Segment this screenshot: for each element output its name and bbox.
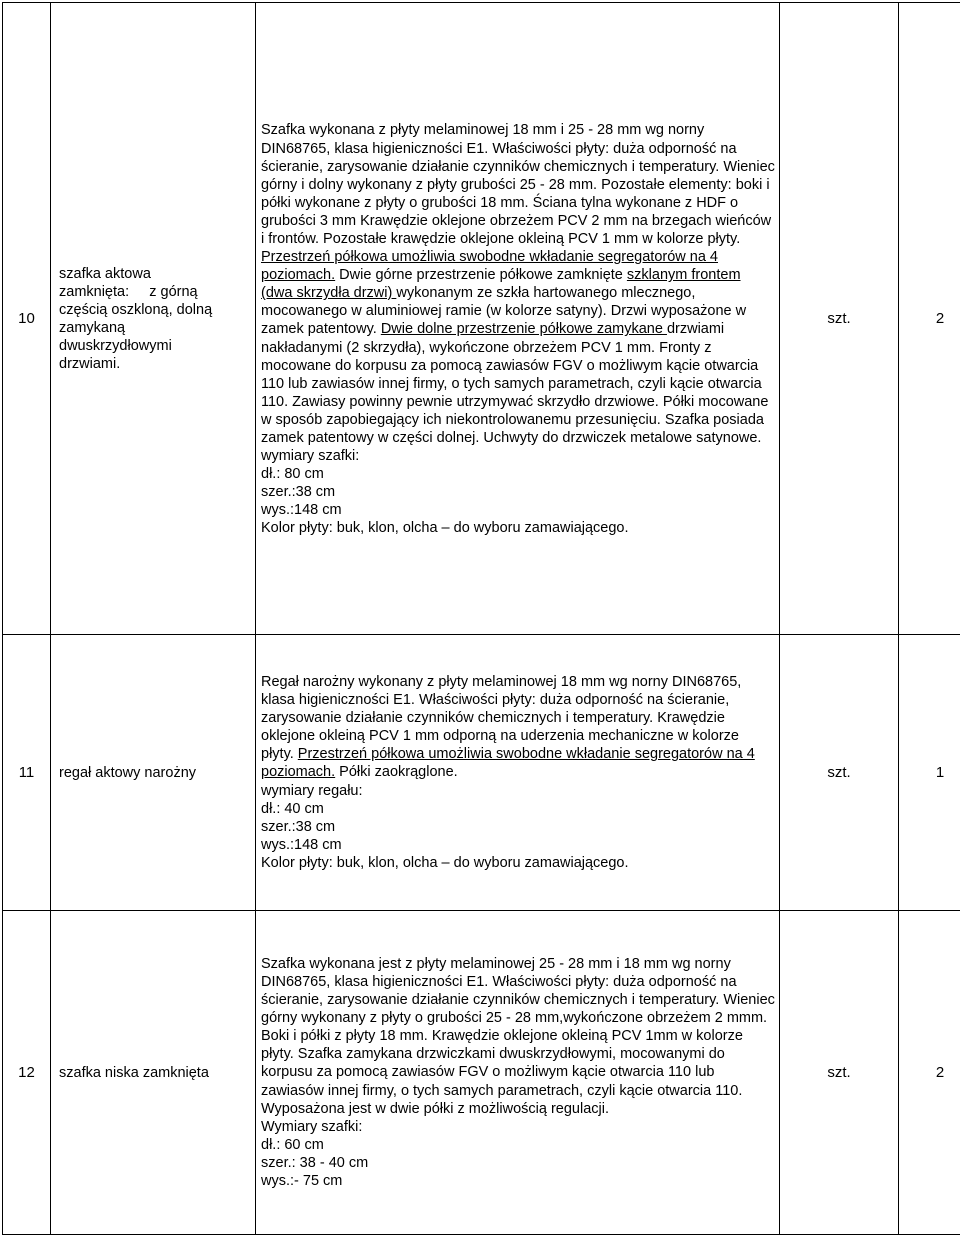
dimension-line: dł.: 80 cm [261,466,324,483]
description-underlined: Dwie dolne przestrzenie półkowe zamykane [380,321,667,338]
description-text: wykonanym ze szkła hartowanego mlecznego, mocowanego w aluminiowej ramie (w kolorze satyny). Drzwi wyposażone w zamek patentowy. [261,285,747,338]
table-row [3,635,960,911]
description-text: Szafka wykonana jest z płyty melaminowej 25 - 28 mm i 18 mm wg norny DIN68765, klasa higieniczności E1. Właściwości płyty: duża odporność na ścieranie, zarysowanie działanie czynników chemicznych i temperatury. Wieniec górny wykonany z płyty o grubości 25 - 28 mm,wykończone obrzeżem 2 mmm. Boki i półki z płyty 18 mm. Krawędzie oklejone okleiną PCV 1mm w kolorze płyty. Szafka zamykana drzwiczkami dwuskrzydłowymi, mocowanymi do korpusu za pomocą zawiasów FGV o możliwym kącie otwarcia 110 lub zawiasów innej firmy, o tych samych parametrach, czyli kącie otwarcia 110. Wyposażona jest w dwie półki z możliwością regulacji. [261,955,775,1117]
description-text: Regał narożny wykonany z płyty melaminowej 18 mm wg norny DIN68765, klasa higieniczności E1. Właściwości płyty: duża odporność na ścieranie, zarysowanie działanie czynników chemicznych i temperatury. Krawędzie oklejone okleiną PCV 1 mm odporną na uderzenia mechaniczne w kolorze płyty. [261,673,742,763]
table-row [3,3,960,635]
item-name: szafka niska zamknięta [51,911,256,1235]
item-name-line: częścią oszkloną, dolną [59,301,213,318]
dimension-line: Wymiary szafki: [261,1118,363,1135]
item-unit: szt. [780,635,899,911]
item-name-line: zamykaną [59,319,126,336]
table-row [3,911,960,1235]
item-description [256,911,780,1235]
item-quantity: 2 [899,3,960,635]
item-quantity: 2 [899,911,960,1235]
item-name-line: drzwiami. [59,355,121,372]
item-description [256,3,780,635]
description-underlined: Przestrzeń półkowa umożliwia swobodne wkładanie segregatorów na 4 poziomach. [261,249,718,284]
item-unit: szt. [780,911,899,1235]
description-text: drzwiami nakładanymi (2 skrzydła), wykończone obrzeżem PCV 1 mm. Fronty z mocowane do korpusu za pomocą zawiasów FGV o możliwym kącie otwarcia 110 lub zawiasów innej firmy, o tych samych parametrach, czyli kącie otwarcia 110. Zawiasy powinny pewnie utrzymywać skrzydło drzwiowe. Półki mocowane w sposób zapobiegający ich niekontrolowanemu przesunięciu. Szafka posiada zamek patentowy w części dolnej. Uchwyty do drzwiczek metalowe satynowe. [261,321,769,447]
dimension-line: Kolor płyty: buk, klon, olcha – do wyboru zamawiającego. [261,854,629,871]
item-number: 12 [3,911,51,1235]
dimension-line: szer.:38 cm [261,818,336,835]
item-name-line: szafka aktowa [59,265,151,282]
description-underlined: Przestrzeń półkowa umożliwia swobodne wkładanie segregatorów na 4 poziomach. [261,746,755,781]
item-name [51,3,256,635]
dimension-line: wymiary regału: [261,782,363,799]
dimension-line: wys.:148 cm [261,836,342,853]
item-quantity: 1 [899,635,960,911]
dimension-line: szer.: 38 - 40 cm [261,1154,369,1171]
item-name-line: zamknięta: z górną [59,283,198,300]
description-underlined: szklanym frontem (dwa skrzydła drzwi) [261,267,741,302]
item-number: 10 [3,3,51,635]
item-unit: szt. [780,3,899,635]
description-text: Szafka wykonana z płyty melaminowej 18 mm i 25 - 28 mm wg norny DIN68765, klasa higieniczności E1. Właściwości płyty: duża odporność na ścieranie, zarysowanie działanie czynników chemicznych i temperatury. Wieniec górny i dolny wykonany z płyty grubości 25 - 28 mm. Pozostałe elementy: boki i półki wykonane z płyty o grubości 18 mm. Ściana tylna wykonane z HDF o grubości 3 mm Krawędzie oklejone obrzeżem PCV 2 mm na brzegach wieńców i frontów. Pozostałe krawędzie oklejone okleiną PCV 1 mm w kolorze płyty. [261,122,775,247]
dimension-line: dł.: 60 cm [261,1136,324,1153]
item-description [256,635,780,911]
description-text: Półki zaokrąglone. [335,764,458,781]
dimension-line: wymiary szafki: [261,448,360,465]
item-number: 11 [3,635,51,911]
item-name-line: dwuskrzydłowymi [59,337,172,354]
specification-table [2,2,960,1235]
dimension-line: wys.:- 75 cm [261,1173,343,1190]
item-name: regał aktowy narożny [51,635,256,911]
description-text: Dwie górne przestrzenie półkowe zamknięte [335,267,627,284]
dimension-line: dł.: 40 cm [261,800,324,817]
dimension-line: szer.:38 cm [261,484,336,501]
dimension-line: wys.:148 cm [261,502,342,519]
dimension-line: Kolor płyty: buk, klon, olcha – do wyboru zamawiającego. [261,520,629,537]
